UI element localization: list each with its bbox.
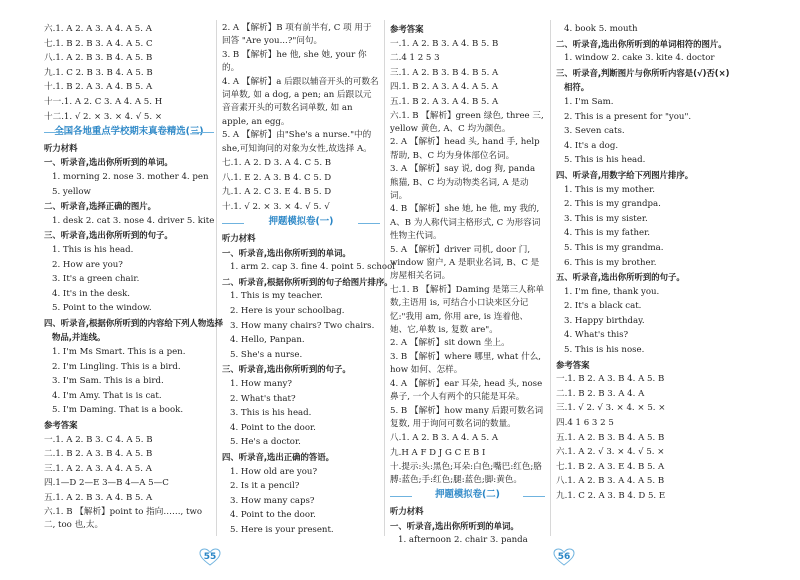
text-line: 5. This is his head. bbox=[564, 155, 646, 166]
text-line: 十.1. B 2. A 3. A 4. B 5. A bbox=[44, 82, 153, 93]
page-number-right bbox=[553, 548, 575, 566]
page-number-text: 56 bbox=[557, 552, 571, 562]
text-line: 八.1. A 2. B 3. A 4. A 5. A bbox=[390, 433, 499, 444]
text-line: 三.1. √ 2. √ 3. × 4. × 5. × bbox=[556, 403, 666, 414]
text-line: 六.1. A 2. A 3. A 4. A 5. A bbox=[44, 24, 152, 34]
section-heading: 三、听录音,判断图片与你所听内容是(√)否(×) bbox=[556, 67, 730, 78]
text-line: 1. This is my teacher. bbox=[230, 291, 323, 302]
text-line: 五.1. A 2. B 3. B 4. A 5. B bbox=[556, 432, 665, 443]
text-line: 3. This is my sister. bbox=[564, 213, 648, 224]
text-line: 九.1. C 2. A 3. B 4. D 5. E bbox=[556, 491, 666, 501]
text-line: 3. This is his head. bbox=[230, 408, 312, 419]
explanation-text: 3. A 【解析】say 说, dog 狗, panda 熊猫, B、C 均为动物类名词, A 是动词。 bbox=[390, 164, 536, 201]
section-heading: 三、听录音,选出你所听到的句子。 bbox=[44, 230, 173, 241]
explanation-text: 4. A 【解析】a 后跟以辅音开头的可数名词单数, 如 a dog, a pen; an 后跟以元音音素开头的可数名词单数, 如 an apple, an egg。 bbox=[222, 76, 379, 127]
text-line: 3. Happy birthday. bbox=[564, 315, 645, 326]
text-line: 4. I'm Amy. That is is cat. bbox=[52, 390, 162, 401]
section-heading: 相符。 bbox=[564, 82, 590, 93]
text-line: 2. It's a black cat. bbox=[564, 301, 642, 312]
text-line: 九.H A F D J G C E B I bbox=[390, 447, 486, 458]
explanation-text: 六.1. B 【解析】point to 指向……, two 二, too 也,太。 bbox=[44, 506, 203, 530]
text-line: 八.1. A 2. B 3. B 4. A 5. B bbox=[44, 53, 153, 64]
text-line: 九.1. A 2. C 3. E 4. B 5. D bbox=[222, 187, 332, 198]
explanation-text: 5. A 【解析】driver 司机, door 门, window 窗户, A 是职业名词, B、C 是房屋相关名词。 bbox=[390, 244, 540, 282]
section-heading: 参考答案 bbox=[44, 420, 78, 431]
text-line: 3. It's a green chair. bbox=[52, 274, 140, 285]
section-heading: 二、听录音,选择正确的图片。 bbox=[44, 201, 157, 212]
text-line: 1. This is my mother. bbox=[564, 184, 656, 195]
explanation-text: 5. B 【解析】how many 后跟可数名词复数, 用于询问可数名词的数量。 bbox=[390, 405, 544, 429]
explanation-text: 4. B 【解析】she 她, he 他, my 我的, A、B 为人称代词主格形式, C 为形容词性物主代词。 bbox=[390, 204, 541, 242]
text-line: 1. I'm Ms Smart. This is a pen. bbox=[52, 347, 186, 358]
text-line: 四.1. B 2. A 3. A 4. A 5. A bbox=[390, 82, 499, 93]
text-line: 一.1. A 2. B 3. C 4. A 5. B bbox=[44, 434, 153, 445]
section-heading: 二、听录音,根据你所听到的句子给图片排序。 bbox=[222, 276, 393, 287]
text-line: 3. Seven cats. bbox=[564, 126, 625, 137]
section-heading: 参考答案 bbox=[390, 24, 424, 34]
column-divider bbox=[216, 20, 217, 536]
text-line: 四.1—D 2—E 3—B 4—A 5—C bbox=[44, 478, 169, 489]
text-line: 二.1. B 2. A 3. B 4. A 5. B bbox=[44, 449, 153, 460]
text-line: 1. morning 2. nose 3. mother 4. pen bbox=[52, 171, 209, 182]
text-line: 4. What's this? bbox=[564, 330, 629, 341]
text-line: 4. Point to the door. bbox=[230, 422, 316, 433]
explanation-text: 3. B 【解析】where 哪里, what 什么, how 如何、怎样。 bbox=[390, 351, 542, 376]
section-heading: 听力材料 bbox=[222, 233, 256, 244]
text-line: 九.1. C 2. B 3. B 4. A 5. B bbox=[44, 67, 153, 78]
section-heading: 一、听录音,选出你所听到的单词。 bbox=[222, 247, 351, 258]
text-line: 5. This is his nose. bbox=[564, 345, 645, 356]
explanation-text: 2. A 【解析】head 头, hand 手, help 帮助, B、C 均为身体部位名词。 bbox=[390, 137, 540, 161]
text-line: 2. Here is your schoolbag. bbox=[230, 306, 345, 316]
text-line: 5. This is my grandma. bbox=[564, 242, 664, 253]
section-heading: 四、听录音,根据你所听到的内容给下列人物选择 bbox=[44, 317, 224, 328]
text-line: 四.4 1 6 3 2 5 bbox=[556, 418, 614, 429]
text-line: 1. afternoon 2. chair 3. panda bbox=[398, 535, 528, 546]
explanation-text: 2. A 【解析】sit down 坐上。 bbox=[390, 338, 510, 349]
explanation-text: 六.1. B 【解析】green 绿色, three 三, yellow 黄色, A、C 均为颜色。 bbox=[390, 110, 544, 134]
text-line: 5. I'm Daming. That is a book. bbox=[52, 405, 184, 416]
text-line: 2. What's that? bbox=[230, 393, 296, 404]
text-line: 五.1. B 2. A 3. A 4. B 5. A bbox=[390, 96, 499, 107]
text-line: 4. book 5. mouth bbox=[564, 24, 638, 34]
text-line: 5. Point to the window. bbox=[52, 303, 152, 314]
text-line: 五.1. A 2. B 3. A 4. B 5. A bbox=[44, 493, 153, 503]
text-line: 2. This is my grandpa. bbox=[564, 199, 661, 210]
section-heading: 物品,并连线。 bbox=[52, 332, 106, 343]
text-line: 1. How old are you? bbox=[230, 466, 318, 477]
text-line: 5. Here is your present. bbox=[230, 524, 334, 535]
text-line: 3. How many caps? bbox=[230, 495, 315, 506]
text-line: 三.1. A 2. A 3. A 4. A 5. A bbox=[44, 463, 152, 474]
text-line: 七.1. B 2. A 3. E 4. B 5. A bbox=[556, 461, 665, 472]
text-line: 3. I'm Sam. This is a bird. bbox=[52, 376, 164, 387]
text-line: 十二.1. √ 2. × 3. × 4. √ 5. × bbox=[44, 111, 163, 122]
text-line: 二.1. B 2. B 3. A 4. A bbox=[556, 388, 645, 399]
page-number-left bbox=[199, 548, 221, 566]
section-heading: 三、听录音,选出你所听到的句子。 bbox=[222, 364, 351, 375]
text-line: 三.1. A 2. B 3. B 4. B 5. A bbox=[390, 67, 499, 78]
text-line: 5. He's a doctor. bbox=[230, 437, 301, 448]
text-line: 6. This is my brother. bbox=[564, 257, 657, 268]
column-4 bbox=[556, 22, 766, 504]
text-line: 3. How many chairs? Two chairs. bbox=[230, 320, 375, 331]
text-line: 1. window 2. cake 3. kite 4. doctor bbox=[564, 53, 715, 64]
text-line: 一.1. A 2. B 3. A 4. B 5. B bbox=[390, 38, 499, 49]
text-line: 4. This is my father. bbox=[564, 228, 650, 239]
text-line: 4. It's a dog. bbox=[564, 140, 619, 151]
column-3 bbox=[390, 22, 545, 548]
text-line: 4. It's in the desk. bbox=[52, 288, 131, 299]
explanation-text: 十.提示:头:黑色;耳朵:白色;嘴巴:红色;胳膊:蓝色;手:红色;腿:蓝色;脚:黄色。 bbox=[390, 461, 542, 485]
section-title: 押题模拟卷(二) bbox=[390, 488, 545, 503]
section-heading: 参考答案 bbox=[556, 359, 590, 370]
section-heading: 四、听录音,用数字给下列图片排序。 bbox=[556, 169, 694, 180]
section-title: 押题模拟卷(一) bbox=[222, 215, 380, 230]
text-line: 一.1. B 2. A 3. B 4. A 5. B bbox=[556, 374, 665, 385]
text-line: 4. Point to the door. bbox=[230, 510, 316, 521]
explanation-text: 4. A 【解析】ear 耳朵, head 头, nose 鼻子, 一个人有两个的只能是耳朵。 bbox=[390, 378, 543, 403]
section-heading: 一、听录音,选出你所听到的单词。 bbox=[390, 520, 519, 531]
text-line: 七.1. A 2. D 3. A 4. C 5. B bbox=[222, 158, 332, 169]
explanation-text: 2. A 【解析】B 项有前半有, C 项 用于回答 "Are you...?"问句。 bbox=[222, 23, 372, 47]
text-line: 二.4 1 2 5 3 bbox=[390, 53, 440, 64]
explanation-text: 5. A 【解析】由"She's a nurse."中的 she,可知询问的对象为女性,故选择 A。 bbox=[222, 130, 372, 154]
text-line: 2. Is it a pencil? bbox=[230, 481, 300, 492]
section-heading: 听力材料 bbox=[390, 505, 424, 516]
text-line: 2. This is a present for "you". bbox=[564, 111, 692, 122]
text-line: 2. I'm Lingling. This is a bird. bbox=[52, 361, 181, 372]
explanation-text: 3. B 【解析】he 他, she 她, your 你的。 bbox=[222, 49, 367, 74]
text-line: 2. How are you? bbox=[52, 259, 123, 270]
text-line: 十一.1. A 2. C 3. A 4. A 5. H bbox=[44, 96, 163, 107]
text-line: 4. Hello, Panpan. bbox=[230, 335, 305, 346]
column-2 bbox=[222, 22, 396, 538]
section-heading: 五、听录音,选出你所听到的句子。 bbox=[556, 272, 685, 283]
section-title: 全国各地重点学校期末真卷精选(三) bbox=[44, 125, 214, 140]
text-line: 七.1. B 2. B 3. A 4. A 5. C bbox=[44, 38, 153, 49]
column-1 bbox=[44, 22, 224, 532]
section-heading: 一、听录音,选出你所听到的单词。 bbox=[44, 157, 173, 168]
page-number-text: 55 bbox=[203, 552, 217, 562]
text-line: 六.1. A 2. √ 3. × 4. √ 5. × bbox=[556, 447, 665, 458]
explanation-text: 七.1. B 【解析】Daming 是第三人称单数,主语用 is, 可结合小口诀来区分记忆:"我用 am, 你用 are, is 连着他、她、它,单数 is, 复数 are"。 bbox=[390, 284, 544, 336]
text-line: 1. This is his head. bbox=[52, 244, 134, 255]
text-line: 1. I'm fine, thank you. bbox=[564, 286, 660, 297]
text-line: 5. She's a nurse. bbox=[230, 349, 303, 360]
text-line: 八.1. A 2. B 3. A 4. A 5. B bbox=[556, 476, 665, 487]
section-heading: 听力材料 bbox=[44, 142, 78, 153]
text-line: 5. yellow bbox=[52, 186, 91, 197]
text-line: 八.1. E 2. A 3. B 4. C 5. D bbox=[222, 172, 332, 183]
text-line: 1. How many? bbox=[230, 378, 292, 389]
text-line: 1. desk 2. cat 3. nose 4. driver 5. kite bbox=[52, 215, 215, 226]
text-line: 1. I'm Sam. bbox=[564, 96, 614, 107]
text-line: 十.1. √ 2. × 3. × 4. √ 5. √ bbox=[222, 201, 330, 212]
section-heading: 二、听录音,选出你所听到的单词相符的图片。 bbox=[556, 38, 727, 49]
section-heading: 四、听录音,选出正确的答语。 bbox=[222, 451, 335, 462]
text-line: 1. arm 2. cap 3. fine 4. point 5. school bbox=[230, 262, 396, 273]
column-divider bbox=[550, 20, 551, 536]
